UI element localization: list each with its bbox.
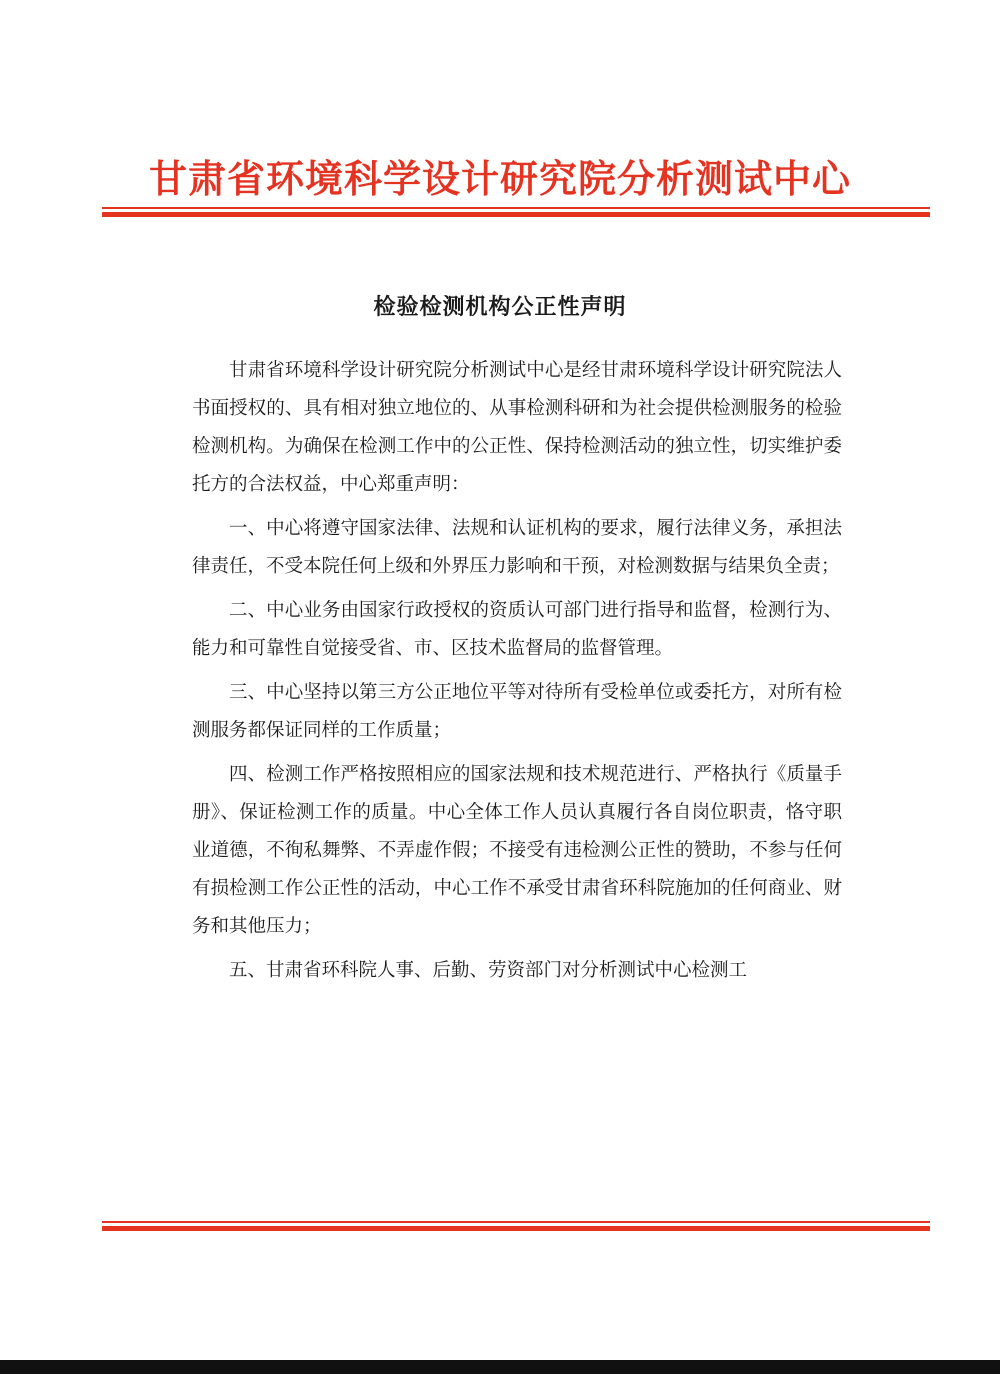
letterhead-divider-bottom (102, 1221, 930, 1231)
scan-bottom-edge (0, 1360, 1000, 1374)
paragraph-clause-2: 二、中心业务由国家行政授权的资质认可部门进行指导和监督，检测行为、能力和可靠性自觉接受省、市、区技术监督局的监督管理。 (192, 600, 842, 659)
paragraph-clause-3: 三、中心坚持以第三方公正地位平等对待所有受检单位或委托方，对所有检测服务都保证同样的工作质量； (192, 682, 842, 741)
divider-thick-line (102, 212, 930, 217)
paragraph-intro: 甘肃省环境科学设计研究院分析测试中心是经甘肃环境科学设计研究院法人书面授权的、具有相对独立地位的、从事检测科研和为社会提供检测服务的检验检测机构。为确保在检测工作中的公正性、保持检测活动的独立性，切实维护委托方的合法权益，中心郑重声明： (192, 360, 842, 495)
letterhead-divider-top (102, 207, 930, 217)
paragraph-clause-1: 一、中心将遵守国家法律、法规和认证机构的要求，履行法律义务，承担法律责任，不受本院任何上级和外界压力影响和干预，对检测数据与结果负全责； (192, 518, 842, 577)
divider-thin-line (102, 207, 930, 209)
paragraph-clause-4: 四、检测工作严格按照相应的国家法规和技术规范进行、严格执行《质量手册》、保证检测工作的质量。中心全体工作人员认真履行各自岗位职责，恪守职业道德，不徇私舞弊、不弄虚作假；不接受有违检测公正性的赞助，不参与任何有损检测工作公正性的活动，中心工作不承受甘肃省环科院施加的任何商业、财务和其他压力； (192, 764, 842, 937)
paragraph-clause-5: 五、甘肃省环科院人事、后勤、劳资部门对分析测试中心检测工 (229, 960, 748, 981)
divider-thick-line (102, 1226, 930, 1231)
letterhead-org-name: 甘肃省环境科学设计研究院分析测试中心 (148, 157, 851, 201)
document-title: 检验检测机构公正性声明 (373, 294, 627, 320)
divider-thin-line (102, 1221, 930, 1223)
document-body (192, 352, 842, 996)
